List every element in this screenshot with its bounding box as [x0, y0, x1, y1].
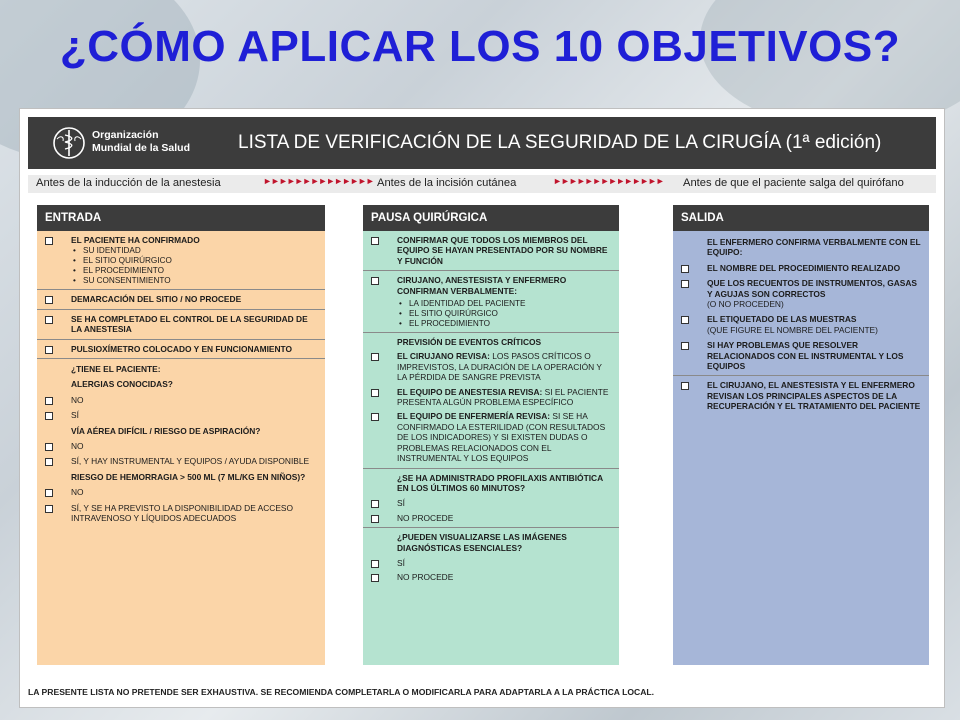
- checklist-item: CONFIRMAR QUE TODOS LOS MIEMBROS DEL EQUIPO SE HAYAN PRESENTADO POR SU NOMBRE Y FUNCIÓN: [397, 235, 608, 266]
- item-sublist: [371, 299, 613, 329]
- checklist-item: [397, 387, 613, 408]
- pausa-body: [363, 231, 619, 665]
- checkbox[interactable]: [371, 389, 379, 397]
- item-note: (O NO PROCEDEN): [707, 299, 784, 310]
- item-lead: EL CIRUJANO REVISA:: [397, 351, 490, 362]
- checkbox[interactable]: [371, 277, 379, 285]
- pausa-section-antibiotic: [363, 469, 619, 529]
- salida-section-verbal: [673, 231, 929, 376]
- entrada-body: [37, 231, 325, 665]
- checkbox[interactable]: [681, 342, 689, 350]
- checkbox[interactable]: [45, 458, 53, 466]
- sublist-item: • EL PROCEDIMIENTO: [397, 319, 613, 329]
- checkbox[interactable]: [371, 500, 379, 508]
- pausa-section-imaging: [363, 528, 619, 587]
- item-lead: EL EQUIPO DE ANESTESIA REVISA:: [397, 386, 543, 397]
- checkbox[interactable]: [681, 265, 689, 273]
- phase-arrows: ►►►►►►►►►►►►►►: [263, 176, 374, 186]
- phase-arrows: ►►►►►►►►►►►►►►: [553, 176, 664, 186]
- pausa-section-critical-events: [363, 333, 619, 468]
- question: ALERGIAS CONOCIDAS?: [71, 379, 173, 390]
- phase-timeline: [28, 175, 936, 193]
- phase-label-before-induction: Antes de la inducción de la anestesia: [36, 177, 221, 189]
- item-lead: EL ETIQUETADO DE LAS MUESTRAS: [707, 314, 857, 325]
- sublist-item: • SU IDENTIDAD: [71, 246, 319, 256]
- checklist-sheet: [19, 108, 945, 708]
- item-text: SI EL PACIENTE PRESENTA ALGÚN PROBLEMA ESPECÍFICO: [397, 386, 609, 408]
- checkbox[interactable]: [371, 237, 379, 245]
- sublist-item: • SU CONSENTIMIENTO: [71, 276, 319, 286]
- checkbox[interactable]: [45, 412, 53, 420]
- checklist-item: PULSIOXÍMETRO COLOCADO Y EN FUNCIONAMIENTO: [71, 343, 293, 354]
- checkbox[interactable]: [371, 560, 379, 568]
- checklist-item: [707, 278, 923, 309]
- checklist-item: SI HAY PROBLEMAS QUE RESOLVER RELACIONADOS CON EL INSTRUMENTAL Y LOS EQUIPOS: [707, 340, 904, 372]
- item-text: SI SE HA CONFIRMADO LA ESTERILIDAD (CON RESULTADOS DE LOS INDICADORES) Y SI EXISTEN DUDAS O PROBLEMAS RELACIONADOS CON EL INSTRUMENTAL Y LOS EQUIPOS: [397, 411, 606, 464]
- item-text: LOS PASOS CRÍTICOS O IMPREVISTOS, LA DURACIÓN DE LA OPERACIÓN Y LA PÉRDIDA DE SANGRE PREVISTA: [397, 351, 602, 383]
- checkbox[interactable]: [45, 443, 53, 451]
- question: RIESGO DE HEMORRAGIA > 500 ML (7 ML/KG EN NIÑOS)?: [71, 471, 306, 482]
- option: NO PROCEDE: [397, 512, 454, 523]
- checkbox[interactable]: [45, 316, 53, 324]
- checkbox[interactable]: [371, 515, 379, 523]
- salida-section-recovery: [673, 376, 929, 415]
- footer-note: LA PRESENTE LISTA NO PRETENDE SER EXHAUSTIVA. SE RECOMIENDA COMPLETARLA O MODIFICARLA PARA ADAPTARLA A LA PRÁCTICA LOCAL.: [28, 687, 655, 697]
- option: SÍ, Y SE HA PREVISTO LA DISPONIBILIDAD DE ACCESO INTRAVENOSO Y LÍQUIDOS ADECUADOS: [71, 502, 294, 524]
- item-lead: QUE LOS RECUENTOS DE INSTRUMENTOS, GASAS Y AGUJAS SON CORRECTOS: [707, 278, 918, 299]
- option: SÍ, Y HAY INSTRUMENTAL Y EQUIPOS / AYUDA DISPONIBLE: [71, 456, 310, 467]
- checklist-header: [28, 117, 936, 169]
- checkbox[interactable]: [45, 489, 53, 497]
- checklist-item: [707, 314, 878, 335]
- checklist-item: [397, 351, 613, 382]
- option: SÍ: [71, 410, 79, 421]
- phase-label-before-incision: Antes de la incisión cutánea: [377, 177, 517, 189]
- checklist-item: EL PACIENTE HA CONFIRMADO: [71, 235, 200, 245]
- entrada-section-risks: [37, 359, 325, 527]
- item-note: (QUE FIGURE EL NOMBRE DEL PACIENTE): [707, 324, 878, 335]
- checklist-item: EL CIRUJANO, EL ANESTESISTA Y EL ENFERMERO REVISAN LOS PRINCIPALES ASPECTOS DE LA RECUPERACIÓN Y EL TRATAMIENTO DEL PACIENTE: [707, 380, 921, 412]
- option: SÍ: [397, 557, 405, 568]
- org-name: [92, 129, 212, 155]
- option: NO: [71, 441, 84, 452]
- question: ¿SE HA ADMINISTRADO PROFILAXIS ANTIBIÓTICA EN LOS ÚLTIMOS 60 MINUTOS?: [397, 472, 603, 493]
- checkbox[interactable]: [681, 280, 689, 288]
- item-lead: EL EQUIPO DE ENFERMERÍA REVISA:: [397, 411, 551, 422]
- checklist-item: [397, 411, 613, 463]
- slide-title: ¿CÓMO APLICAR LOS 10 OBJETIVOS?: [59, 22, 901, 71]
- who-emblem-icon: [52, 126, 86, 160]
- checkbox[interactable]: [45, 505, 53, 513]
- entrada-section-anesthesia: [37, 310, 325, 340]
- org-name-line2: Mundial de la Salud: [92, 142, 191, 154]
- sublist-item: • LA IDENTIDAD DEL PACIENTE: [397, 299, 613, 309]
- checklist-item: DEMARCACIÓN DEL SITIO / NO PROCEDE: [71, 294, 242, 305]
- section-heading: PREVISIÓN DE EVENTOS CRÍTICOS: [397, 337, 542, 348]
- pausa-column: [363, 205, 619, 665]
- phase-label-before-leaving: Antes de que el paciente salga del quirófano: [683, 177, 904, 189]
- checkbox[interactable]: [45, 296, 53, 304]
- pausa-section-team: [363, 231, 619, 271]
- checkbox[interactable]: [371, 353, 379, 361]
- checkbox[interactable]: [45, 397, 53, 405]
- sublist-item: • EL SITIO QUIRÚRGICO: [71, 256, 319, 266]
- checkbox[interactable]: [681, 382, 689, 390]
- checkbox[interactable]: [45, 346, 53, 354]
- checkbox[interactable]: [371, 574, 379, 582]
- sublist-item: • EL PROCEDIMIENTO: [71, 266, 319, 276]
- question: VÍA AÉREA DIFÍCIL / RIESGO DE ASPIRACIÓN?: [71, 425, 261, 436]
- salida-column: [673, 205, 929, 665]
- org-name-line1: Organización: [92, 129, 159, 141]
- option: SÍ: [397, 498, 405, 509]
- option: NO: [71, 487, 84, 498]
- entrada-column: [37, 205, 325, 665]
- option: NO PROCEDE: [397, 572, 454, 583]
- question: ¿PUEDEN VISUALIZARSE LAS IMÁGENES DIAGNÓSTICAS ESENCIALES?: [397, 532, 567, 553]
- entrada-heading: ENTRADA: [37, 205, 325, 231]
- salida-heading: SALIDA: [673, 205, 929, 231]
- entrada-section-patient: [37, 231, 325, 290]
- checkbox[interactable]: [45, 237, 53, 245]
- checklist-item: EL NOMBRE DEL PROCEDIMIENTO REALIZADO: [707, 262, 901, 273]
- entrada-section-oximeter: [37, 340, 325, 359]
- salida-body: [673, 231, 929, 665]
- section-heading: EL ENFERMERO CONFIRMA VERBALMENTE CON EL EQUIPO:: [707, 237, 921, 258]
- pausa-heading: PAUSA QUIRÚRGICA: [363, 205, 619, 231]
- checkbox[interactable]: [681, 316, 689, 324]
- item-sublist: [45, 246, 319, 286]
- question: ¿TIENE EL PACIENTE:: [71, 364, 161, 375]
- checklist-item: SE HA COMPLETADO EL CONTROL DE LA SEGURIDAD DE LA ANESTESIA: [71, 313, 308, 335]
- document-title: LISTA DE VERIFICACIÓN DE LA SEGURIDAD DE LA CIRUGÍA (1ª edición): [238, 132, 882, 153]
- option: NO: [71, 394, 84, 405]
- checklist-item: CIRUJANO, ANESTESISTA Y ENFERMERO CONFIRMAN VERBALMENTE:: [397, 275, 567, 296]
- pausa-section-confirm: [363, 271, 619, 333]
- checkbox[interactable]: [371, 413, 379, 421]
- entrada-section-site: [37, 290, 325, 309]
- sublist-item: • EL SITIO QUIRÚRGICO: [397, 309, 613, 319]
